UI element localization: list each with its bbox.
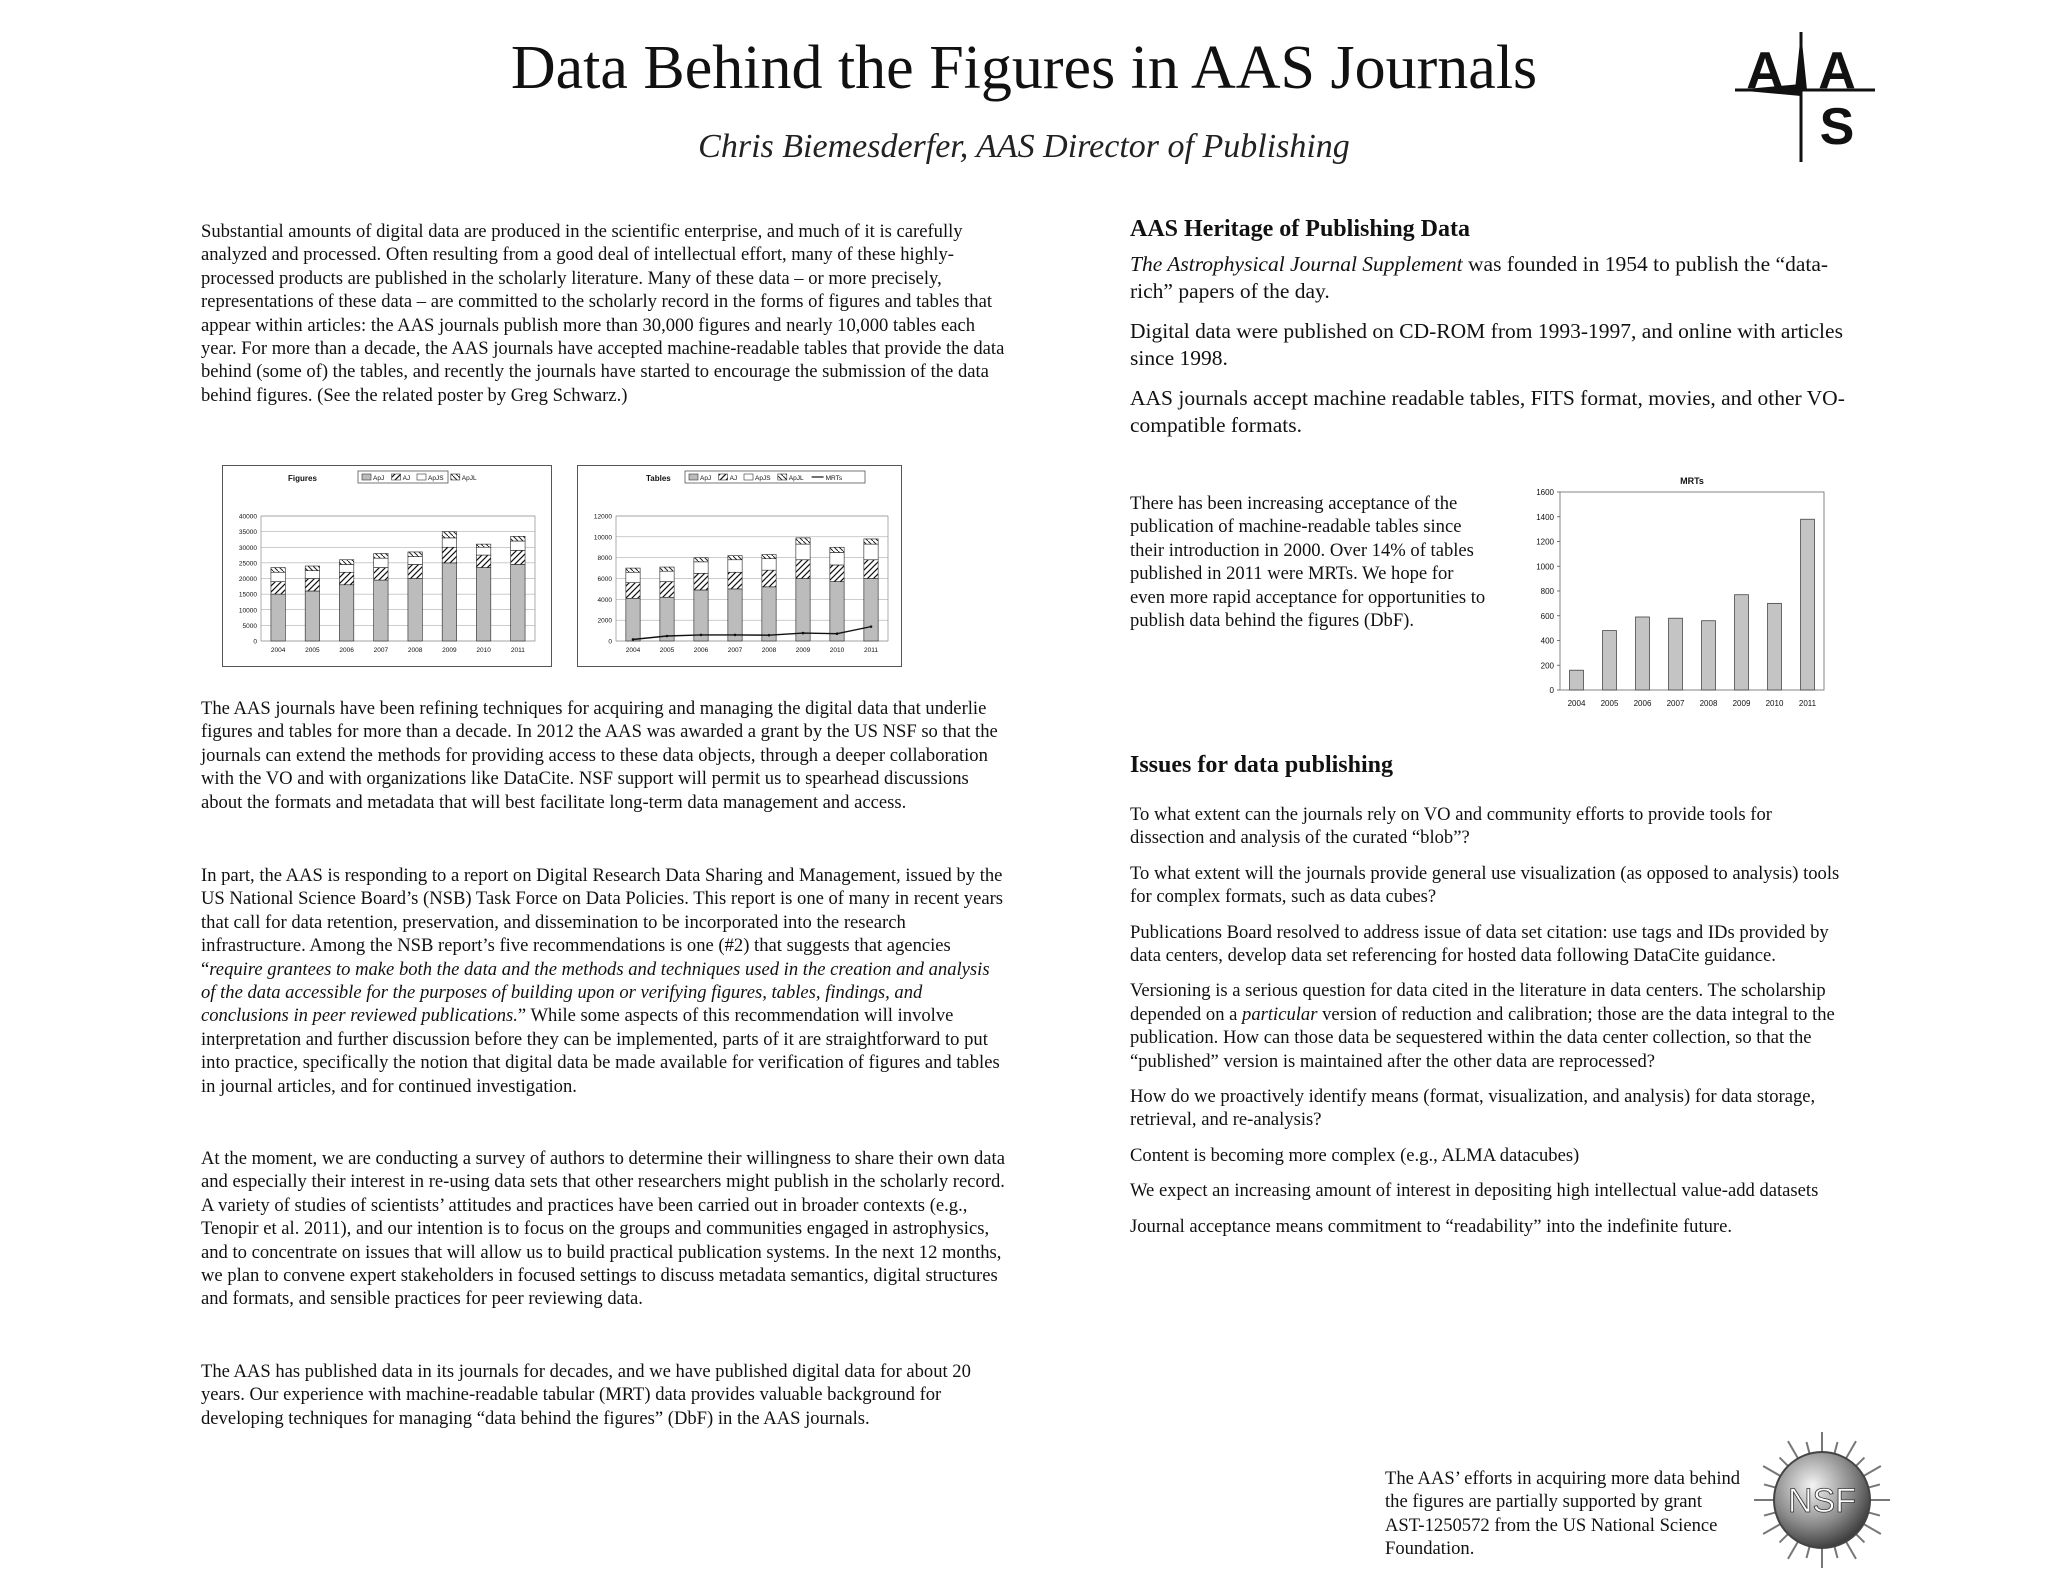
survey-text: At the moment, we are conducting a survey of authors to determine their willingness to share their own data and especially their interest in re-using data sets that other researchers might publish in the scholarly record. A variety of studies of scientists’ attitudes and practices have been carried out in broader contexts (e.g., Tenopir et al. 2011), and our intention is to focus on the groups and communities engaged in astrophysics, and to concentrate on issues that will allow us to build practical publication systems. In the next 12 months, we plan to convene expert stakeholders in focused settings to discuss metadata semantics, digital structures and formats, and sensible practices for peer reviewing data.: [201, 1148, 1005, 1310]
bar-segment: [830, 552, 844, 565]
bar-segment: [796, 579, 810, 642]
nsf-support-note: [1385, 1467, 1745, 1561]
mrt-line-point: [870, 625, 873, 628]
bar-segment: [762, 587, 776, 641]
bar-segment: [660, 597, 674, 641]
bar-segment: [271, 594, 285, 641]
nsf-logo-ray: [1763, 1523, 1782, 1534]
x-tick-label: 2010: [829, 647, 845, 654]
mrt-paragraph: [1130, 492, 1488, 632]
x-tick-label: 2010: [476, 647, 491, 654]
bar-segment: [374, 580, 388, 641]
chart-title: Figures: [288, 474, 317, 483]
issue-item: To what extent will the journals provide general use visualization (as opposed to analysis) tools for complex formats, such as data cubes?: [1130, 862, 1840, 908]
bar-segment: [660, 571, 674, 581]
bar-segment: [660, 582, 674, 598]
bar-segment: [305, 571, 319, 579]
legend-label: MRTs: [825, 475, 843, 482]
bar-segment: [271, 582, 285, 595]
y-tick-label: 6000: [597, 576, 612, 583]
bar-segment: [830, 565, 844, 582]
logo-letter-s: S: [1819, 98, 1855, 156]
heritage-heading: AAS Heritage of Publishing Data: [1130, 216, 1471, 242]
apjs-name: The Astrophysical Journal Supplement: [1130, 252, 1463, 276]
y-tick-label: 20000: [238, 576, 257, 583]
nsf-logo-ray: [1763, 1466, 1782, 1477]
bar-segment: [305, 566, 319, 571]
history-paragraph: [201, 1360, 1006, 1430]
chart-title: MRTs: [1680, 476, 1704, 486]
y-tick-label: 12000: [593, 513, 612, 521]
bar-segment: [271, 572, 285, 581]
bar-segment: [830, 547, 844, 552]
aas-logo: [1735, 32, 1875, 162]
y-tick-label: 400: [1540, 636, 1554, 646]
bar-segment: [626, 568, 640, 572]
bar-segment: [626, 572, 640, 582]
bar-segment: [864, 560, 878, 579]
nsf-support-text: The AAS’ efforts in acquiring more data behind the figures are partially supported by grant AST-1250572 from the US National Science Foundation.: [1385, 1468, 1741, 1560]
bar-segment: [442, 547, 456, 563]
bar: [1801, 519, 1815, 690]
x-tick-label: 2006: [693, 647, 709, 654]
x-tick-label: 2011: [510, 647, 525, 654]
mrt-chart: [1520, 472, 1840, 717]
heritage-p1-text: was founded in 1954 to publish the “data-rich” papers of the day.: [1130, 252, 1829, 303]
x-tick-label: 2007: [1666, 699, 1685, 708]
bar-segment: [374, 568, 388, 581]
x-tick-label: 2004: [1567, 699, 1586, 708]
bar-segment: [408, 579, 422, 642]
bar-segment: [728, 572, 742, 589]
y-tick-label: 200: [1540, 661, 1554, 671]
legend-swatch: [689, 474, 698, 480]
legend-label: ApJ: [373, 475, 385, 482]
legend-swatch: [744, 474, 753, 480]
bar-segment: [626, 583, 640, 599]
y-tick-label: 30000: [238, 544, 257, 552]
bar-segment: [442, 532, 456, 538]
bar-segment: [408, 557, 422, 565]
issue-item: To what extent can the journals rely on VO and community efforts to provide tools for dissection and analysis of the curated “blob”?: [1130, 804, 1772, 849]
nsb-report-paragraph: [201, 864, 1006, 1098]
x-tick-label: 2005: [305, 647, 320, 654]
bar-segment: [728, 560, 742, 573]
bar-segment: [694, 590, 708, 641]
bar-segment: [442, 563, 456, 641]
y-tick-label: 0: [1549, 686, 1554, 695]
issue-text-italic: particular: [1242, 1003, 1318, 1025]
x-tick-label: 2009: [795, 647, 811, 654]
issue-text-b: version of reduction and calibration; those are the data integral to the publication. How can those data be sequestered within the data center collection, so that the “published” version is maintained after the other data are reprocessed?: [1130, 1003, 1835, 1072]
y-tick-label: 0: [608, 638, 612, 646]
bar-segment: [374, 558, 388, 567]
bar: [1603, 631, 1617, 690]
issue-item: Publications Board resolved to address issue of data set citation: use tags and IDs provided by data centers, develop data set referencing for hosted data following DataCite guidance.: [1130, 921, 1829, 967]
legend-label: AJ: [402, 475, 411, 482]
x-tick-label: 2010: [1765, 699, 1784, 708]
issues-section: [1130, 752, 1850, 1238]
bar-segment: [864, 579, 878, 642]
y-tick-label: 10000: [238, 607, 257, 615]
issue-item: Content is becoming more complex (e.g., ALMA datacubes): [1130, 1144, 1580, 1166]
bar-segment: [694, 562, 708, 573]
x-tick-label: 2005: [659, 647, 675, 654]
y-tick-label: 1400: [1536, 512, 1554, 522]
y-tick-label: 35000: [238, 529, 257, 537]
history-text: The AAS has published data in its journals for decades, and we have published digital data for about 20 years. Our experience with machine-readable tabular (MRT) data provides valuable background for developing techniques for managing “data behind the figures” (DbF) in the AAS journals.: [201, 1361, 971, 1429]
legend-label: ApJ: [700, 475, 712, 482]
bar-segment: [476, 547, 490, 555]
y-tick-label: 15000: [238, 591, 257, 599]
bar-segment: [476, 568, 490, 641]
mrt-line-point: [700, 634, 703, 637]
bar-segment: [796, 544, 810, 560]
chart-title: Tables: [646, 474, 671, 483]
issue-item: [1130, 979, 1850, 1073]
mrt-text: There has been increasing acceptance of the publication of machine-readable tables since their introduction in 2000. Over 14% of tables published in 2011 were MRTs. We hope for even more rapid acceptance for opportunities to publish data behind the figures (DbF).: [1130, 493, 1486, 632]
heritage-section: [1130, 216, 1850, 438]
bar-segment: [728, 589, 742, 641]
bar: [1570, 670, 1584, 690]
bar-segment: [476, 544, 490, 547]
logo-letter-a2: A: [1818, 42, 1856, 100]
x-tick-label: 2011: [1798, 699, 1817, 708]
bar-segment: [796, 538, 810, 544]
y-tick-label: 1000: [1536, 562, 1554, 572]
bar-segment: [864, 539, 878, 544]
nsb-text-a: In part, the AAS is responding to a report on Digital Research Data Sharing and Management, issued by the US National Science Board’s (NSB) Task Force on Data Policies. This report is one of many in recent years that call for data retention, preservation, and dissemination to be incorporated into the research infrastructure. Among the NSB report’s five recommendations is one (#2) that suggests that agencies “: [201, 865, 1004, 980]
legend-label: ApJS: [755, 475, 771, 482]
bar: [1669, 618, 1683, 690]
y-tick-label: 800: [1540, 587, 1554, 596]
bar-segment: [511, 541, 525, 550]
nsf-logo-ray: [1788, 1540, 1799, 1559]
bar-segment: [271, 568, 285, 573]
nsb-text-b: ” While some aspects of this recommendation will involve interpretation and further discussion before they can be implemented, parts of it are straightforward to put into practice, specifically the notion that digital data be made available for verification of figures and tables in journal articles, and for continued investigation.: [201, 1005, 1000, 1097]
bar-segment: [339, 572, 353, 585]
x-tick-label: 2006: [339, 647, 354, 654]
legend-swatch: [362, 474, 371, 480]
bar-segment: [796, 560, 810, 579]
x-tick-label: 2004: [270, 647, 286, 654]
x-tick-label: 2008: [1699, 699, 1718, 708]
mrt-line-point: [836, 632, 839, 635]
legend-swatch: [417, 474, 426, 480]
poster-title: Data Behind the Figures in AAS Journals: [510, 34, 1538, 102]
bar-segment: [762, 555, 776, 559]
legend-label: ApJL: [788, 475, 804, 482]
mrt-line-point: [666, 635, 669, 638]
bar-segment: [864, 544, 878, 560]
plot-area: [1560, 492, 1824, 690]
bar-segment: [728, 556, 742, 560]
figures-chart: [222, 465, 552, 667]
y-tick-label: 8000: [597, 555, 612, 563]
bar-segment: [408, 552, 422, 557]
legend-label: AJ: [729, 475, 738, 482]
bar-segment: [694, 558, 708, 562]
issue-item: How do we proactively identify means (format, visualization, and analysis) for data storage, retrieval, and re-analysis?: [1130, 1086, 1816, 1131]
y-tick-label: 0: [253, 638, 257, 646]
survey-paragraph: [201, 1147, 1006, 1311]
legend-swatch: [778, 474, 787, 480]
bar: [1702, 621, 1716, 690]
nsf-logo-ray: [1862, 1466, 1881, 1477]
issue-item: We expect an increasing amount of interest in depositing high intellectual value-add datasets: [1130, 1180, 1819, 1202]
x-tick-label: 2004: [625, 647, 641, 654]
issue-text-a: Versioning is a serious question for data cited in the literature in data centers. The scholarship depended on a: [1130, 980, 1826, 1025]
heritage-p1: [1130, 251, 1850, 304]
x-tick-label: 2009: [1732, 699, 1751, 708]
mrt-line-point: [632, 638, 635, 641]
y-tick-label: 1200: [1536, 537, 1554, 547]
intro-paragraph: [201, 220, 1006, 407]
bar-segment: [762, 570, 776, 587]
mrt-line-point: [768, 634, 771, 637]
bar: [1768, 603, 1782, 690]
bar-segment: [374, 554, 388, 559]
poster-subtitle: Chris Biemesderfer, AAS Director of Publishing: [698, 128, 1350, 165]
logo-letter-a1: A: [1746, 42, 1784, 100]
nsf-grant-text: The AAS journals have been refining techniques for acquiring and managing the digital data that underlie figures and tables for more than a decade. In 2012 the AAS was awarded a grant by the US NSF so that the journals can extend the methods for providing access to these data objects, through a deeper collaboration with the VO and with organizations like DataCite. NSF support will permit us to spearhead discussions about the formats and metadata that will best facilitate long-term data management and access.: [201, 698, 998, 813]
nsf-logo-ray: [1788, 1441, 1799, 1460]
y-tick-label: 5000: [242, 622, 257, 630]
legend-label: ApJL: [461, 475, 477, 482]
bar-segment: [305, 591, 319, 641]
x-tick-label: 2006: [1633, 699, 1652, 708]
heritage-p3: AAS journals accept machine readable tables, FITS format, movies, and other VO-compatible formats.: [1130, 386, 1845, 437]
mrt-line-point: [802, 632, 805, 635]
y-tick-label: 25000: [238, 560, 257, 568]
y-tick-label: 1600: [1536, 488, 1554, 497]
issue-item: Journal acceptance means commitment to “readability” into the indefinite future.: [1130, 1215, 1732, 1237]
nsf-logo-text: NSF: [1788, 1482, 1856, 1520]
bar: [1636, 617, 1650, 690]
y-tick-label: 2000: [597, 617, 612, 625]
legend-swatch: [719, 474, 728, 480]
mrt-line-point: [734, 634, 737, 637]
x-tick-label: 2007: [727, 647, 743, 654]
bar-segment: [339, 564, 353, 572]
bar-segment: [339, 585, 353, 641]
x-tick-label: 2007: [373, 647, 389, 654]
bar-segment: [694, 573, 708, 590]
x-tick-label: 2009: [442, 647, 457, 654]
issues-heading: Issues for data publishing: [1130, 752, 1393, 778]
nsf-logo-ray: [1845, 1441, 1856, 1460]
bar-segment: [339, 560, 353, 565]
nsf-logo-ray: [1862, 1523, 1881, 1534]
intro-text: Substantial amounts of digital data are produced in the scientific enterprise, and much of it is carefully analyzed and processed. Often resulting from a good deal of intellectual effort, many of these highly-processed products are published in the scholarly literature. Many of these data – or more precisely, representations of these data – are committed to the scholarly record in the forms of figures and tables that appear within articles: the AAS journals publish more than 30,000 figures and nearly 10,000 tables each year. For more than a decade, the AAS journals have accepted machine-readable tables that provide the data behind (some of) the tables, and recently the journals have started to encourage the submission of the data behind figures. (See the related poster by Greg Schwarz.): [201, 221, 1005, 406]
legend-swatch: [451, 474, 460, 480]
nsf-grant-paragraph: [201, 697, 1006, 814]
nsb-quote: require grantees to make both the data and the methods and techniques used in the creation and analysis of the data accessible for the purposes of building upon or verifying figures, tables, findings, and conclusions in peer reviewed publications.: [201, 958, 990, 1027]
bar-segment: [305, 579, 319, 592]
nsb-report-text: [201, 864, 1006, 1098]
nsf-logo: [1752, 1430, 1892, 1570]
y-tick-label: 4000: [597, 596, 612, 604]
y-tick-label: 40000: [238, 513, 257, 521]
tables-chart: [577, 465, 902, 667]
y-tick-label: 600: [1540, 611, 1554, 621]
legend-label: ApJS: [428, 475, 444, 482]
x-tick-label: 2011: [864, 647, 878, 654]
x-tick-label: 2008: [407, 647, 423, 654]
bar-segment: [476, 555, 490, 568]
legend-swatch: [392, 474, 401, 480]
bar-segment: [626, 598, 640, 641]
bar-segment: [511, 564, 525, 641]
bar-segment: [511, 550, 525, 564]
nsf-logo-ray: [1845, 1540, 1856, 1559]
bar: [1735, 595, 1749, 690]
heritage-p2: Digital data were published on CD-ROM from 1993-1997, and online with articles since 1998.: [1130, 319, 1843, 370]
bar-segment: [442, 538, 456, 547]
bar-segment: [762, 559, 776, 570]
x-tick-label: 2008: [761, 647, 777, 654]
bar-segment: [511, 536, 525, 541]
x-tick-label: 2005: [1600, 699, 1619, 708]
bar-segment: [660, 567, 674, 571]
bar-segment: [408, 564, 422, 578]
y-tick-label: 10000: [593, 534, 612, 542]
